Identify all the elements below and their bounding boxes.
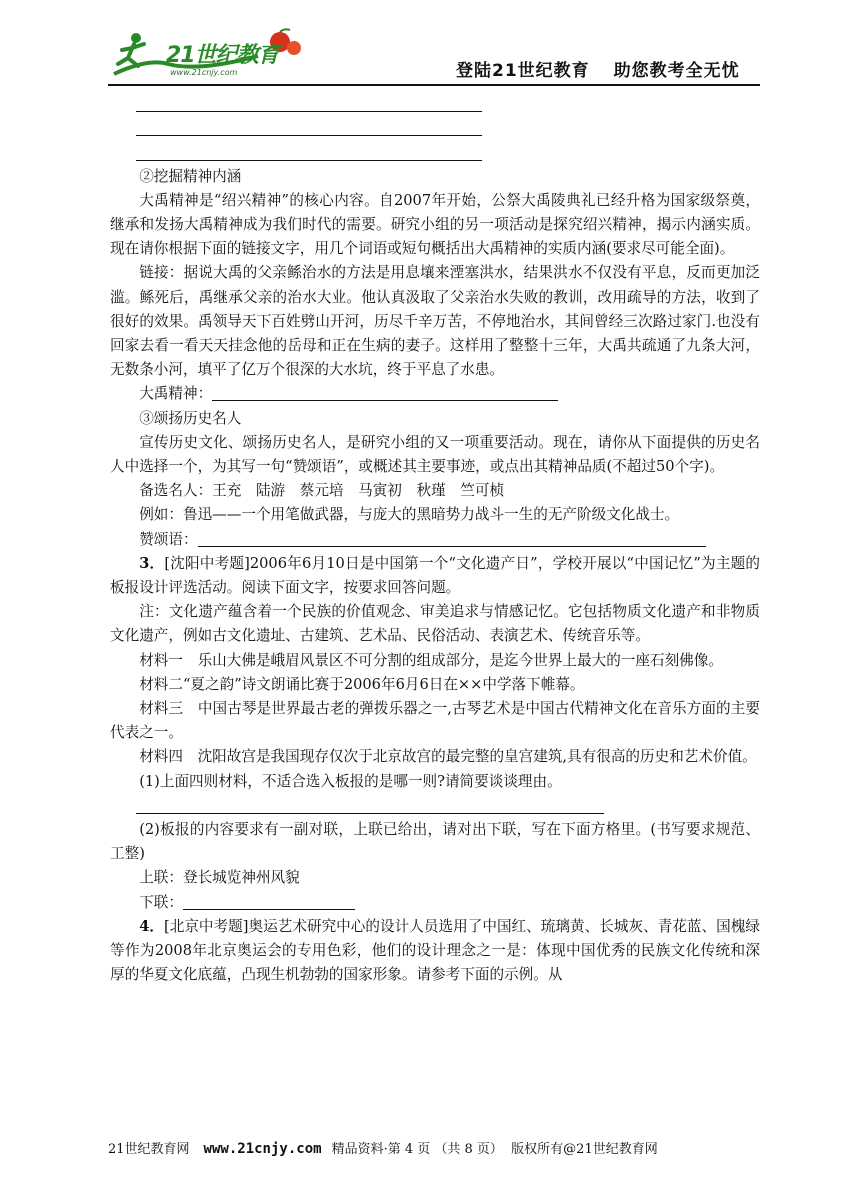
- header-divider: [108, 84, 760, 86]
- answer-blank[interactable]: [183, 893, 355, 910]
- paragraph: 链接：据说大禹的父亲鲧治水的方法是用息壤来湮塞洪水，结果洪水不仅没有平息，反而更加泛滥。鲧死后，禹继承父亲的治水大业。他认真汲取了父亲治水失败的教训，改用疏导的方法，收到了很好的效果。禹领导天下百姓劈山开河，历尽千辛万苦，不停地治水，其间曾经三次路过家门.也没有回家去看一看天天挂念他的岳母和正在生病的妻子。这样用了整整十三年，大禹共疏通了九条大河，无数条小河，填平了亿万个很深的大水坑，终于平息了水患。: [110, 264, 760, 379]
- answer-blank[interactable]: [212, 384, 558, 401]
- slogan-left: 登陆21世纪教育: [456, 61, 590, 81]
- question-3: [110, 552, 760, 600]
- logo-url: www.21cnjy.com: [170, 68, 238, 77]
- paragraph: 大禹精神是“绍兴精神”的核心内容。自2007年开始，公祭大禹陵典礼已经升格为国家级祭奠，继承和发扬大禹精神成为我们时代的需要。研究小组的另一项活动是探究绍兴精神，揭示内涵实质。现在请你根据下面的链接文字，用几个词语或短句概括出大禹精神的实质内涵(要求尽可能全面)。: [110, 191, 760, 258]
- prompt-label: 下联：: [139, 893, 183, 911]
- section-heading: ②挖掘精神内涵: [139, 167, 242, 185]
- section-heading: ③颂扬历史名人: [139, 409, 242, 427]
- answer-prompt: [110, 891, 760, 915]
- answer-line[interactable]: [110, 794, 604, 818]
- answer-prompt: [110, 382, 760, 406]
- question-text: [沈阳中考题]2006年6月10日是中国第一个“文化遗产日”，学校开展以“中国记忆”为主题的板报设计评选活动。阅读下面文字，按要求回答问题。: [110, 554, 760, 597]
- question-number: 4．: [139, 917, 164, 935]
- paragraph: 材料四 沈阳故宫是我国现存仅次于北京故宫的最完整的皇宫建筑,具有很高的历史和艺术价值。: [139, 748, 757, 766]
- page-footer: [108, 1138, 760, 1157]
- paragraph: (1)上面四则材料，不适合选入板报的是哪一则?请简要谈谈理由。: [139, 772, 562, 790]
- answer-line[interactable]: [110, 140, 482, 164]
- question-number: 3．: [139, 554, 165, 572]
- page-header: [0, 0, 860, 86]
- paragraph: 材料二“夏之韵”诗文朗诵比赛于2006年6月6日在××中学落下帷幕。: [139, 675, 585, 693]
- answer-blank[interactable]: [198, 530, 706, 547]
- prompt-label: 赞颂语：: [139, 530, 198, 548]
- answer-line[interactable]: [110, 116, 482, 140]
- paragraph: 材料一 乐山大佛是峨眉风景区不可分割的组成部分，是迄今世界上最大的一座石刻佛像。: [139, 651, 723, 669]
- footer-copyright: 版权所有@21世纪教育网: [511, 1142, 658, 1157]
- paragraph: 材料三 中国古琴是世界最古老的弹拨乐器之一,古琴艺术是中国古代精神文化在音乐方面的主要代表之一。: [110, 700, 760, 742]
- paragraph: 备选名人：王充 陆游 蔡元培 马寅初 秋瑾 竺可桢: [139, 482, 505, 500]
- footer-page-info: 精品资料·第 4 页 （共 8 页）: [331, 1142, 503, 1157]
- prompt-label: 大禹精神：: [139, 385, 213, 403]
- question-4: [110, 915, 760, 988]
- couplet-upper: 上联：登长城览神州风貌: [139, 869, 300, 887]
- header-slogan: [456, 56, 740, 81]
- question-text: [北京中考题]奥运艺术研究中心的设计人员选用了中国红、琉璃黄、长城灰、青花蓝、国槐绿等作为2008年北京奥运会的专用色彩，他们的设计理念之一是：体现中国优秀的民族文化传统和深厚的华夏文化底蕴，凸现生机勃勃的国家形象。请参考下面的示例。从: [110, 917, 760, 984]
- slogan-right: 助您教考全无忧: [613, 61, 740, 81]
- site-logo[interactable]: [108, 28, 308, 82]
- footer-url[interactable]: www.21cnjy.com: [203, 1141, 322, 1157]
- paragraph: 注：文化遗产蕴含着一个民族的价值观念、审美追求与情感记忆。它包括物质文化遗产和非物质文化遗产，例如古文化遗址、古建筑、艺术品、民俗活动、表演艺术、传统音乐等。: [110, 603, 760, 645]
- paragraph: 宣传历史文化、颂扬历史名人，是研究小组的又一项重要活动。现在，请你从下面提供的历史名人中选择一个，为其写一句“赞颂语”，或概述其主要事迹，或点出其精神品质(不超过50个字)。: [110, 433, 760, 475]
- footer-site-name: 21世纪教育网: [108, 1142, 190, 1157]
- answer-prompt: [110, 528, 760, 552]
- paragraph: (2)板报的内容要求有一副对联，上联已给出，请对出下联，写在下面方格里。(书写要求规范、工整): [110, 821, 760, 863]
- document-body: [110, 92, 760, 987]
- logo-text: 21世纪教育: [166, 43, 279, 68]
- paragraph: 例如：鲁迅——一个用笔做武器，与庞大的黑暗势力战斗一生的无产阶级文化战士。: [139, 506, 680, 524]
- answer-line[interactable]: [110, 92, 482, 116]
